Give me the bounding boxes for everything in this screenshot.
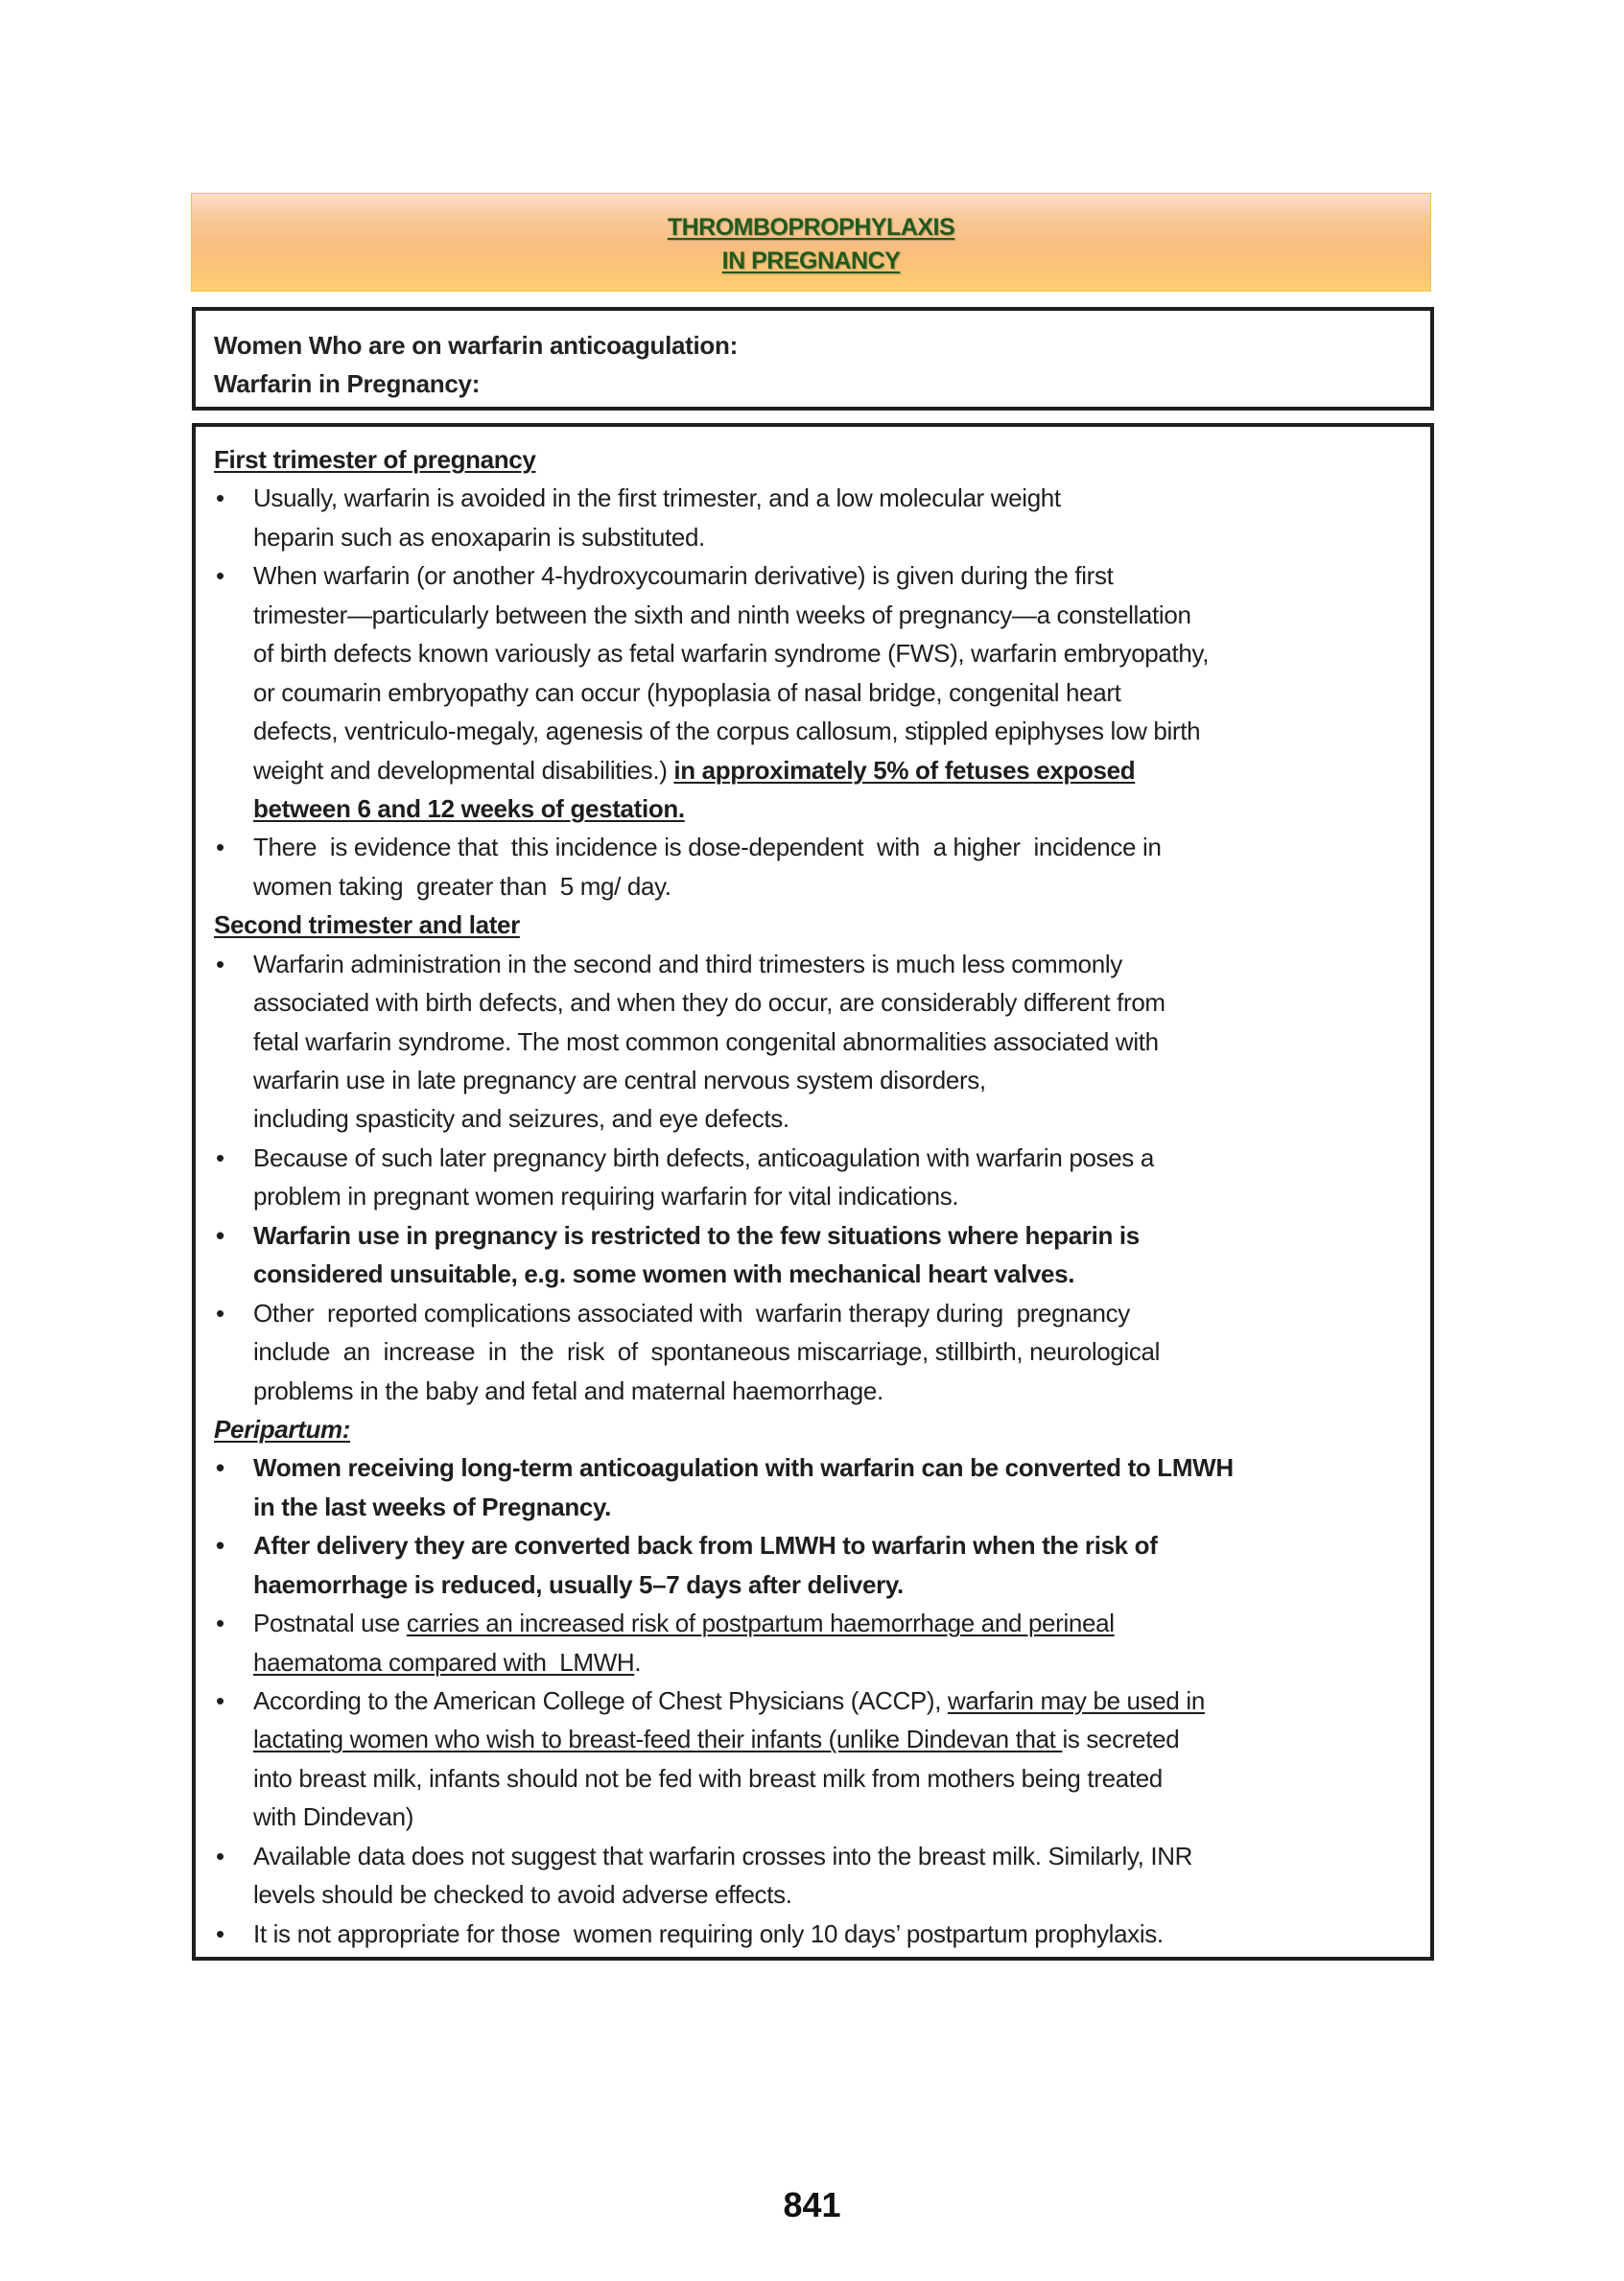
bullet-text: is secreted xyxy=(1062,1725,1180,1754)
bullet-line xyxy=(214,1837,1430,1875)
bullet-text: Other reported complications associated with warfarin therapy during pregnancy xyxy=(253,1298,1130,1328)
bullet-text: Warfarin administration in the second and third trimesters is much less commonly xyxy=(253,949,1122,978)
bullet-icon: • xyxy=(216,949,224,978)
bullet-text: associated with birth defects, and when they do occur, are considerably different from xyxy=(253,988,1165,1018)
bullet-line xyxy=(214,1448,1430,1487)
bullet-line xyxy=(214,1681,1430,1720)
page-title-line-1 xyxy=(192,211,1430,245)
bullet-icon: • xyxy=(216,1220,224,1250)
bullet-text: haemorrhage is reduced, usually 5–7 days after delivery. xyxy=(253,1569,904,1599)
bullet-line xyxy=(214,751,1430,789)
bullet-text: Usually, warfarin is avoided in the first trimester, and a low molecular weight xyxy=(253,483,1061,513)
bullet-line xyxy=(214,1294,1430,1332)
bullet-line xyxy=(214,789,1430,828)
bullet-text: There is evidence that this incidence is dose-dependent with a higher incidence in xyxy=(253,833,1162,862)
bullet-icon: • xyxy=(216,1453,224,1483)
section-heading-first-trimester: First trimester of pregnancy xyxy=(214,445,536,474)
bullet-item xyxy=(214,828,1430,905)
bullet-text: levels should be checked to avoid adverse effects. xyxy=(253,1880,792,1910)
bullet-item xyxy=(214,1837,1430,1915)
bullet-item xyxy=(214,1604,1430,1681)
bullet-line xyxy=(214,1526,1430,1564)
bullet-text: fetal warfarin syndrome. The most common congenital abnormalities associated with xyxy=(253,1026,1159,1056)
bullet-line xyxy=(214,479,1430,517)
page-title-line-2 xyxy=(192,245,1430,278)
bullet-item xyxy=(214,1681,1430,1837)
section-heading-peripartum: Peripartum: xyxy=(214,1414,351,1444)
bullet-icon: • xyxy=(216,483,224,513)
bullet-text: heparin such as enoxaparin is substituted. xyxy=(253,522,705,552)
bullet-text: Postnatal use xyxy=(253,1609,407,1638)
bullet-text: including spasticity and seizures, and eye defects. xyxy=(253,1104,789,1134)
bullet-item xyxy=(214,1526,1430,1604)
bullet-text: women taking greater than 5 mg/ day. xyxy=(253,871,671,901)
bullet-item xyxy=(214,1915,1430,1953)
bullet-icon: • xyxy=(216,1609,224,1638)
bullet-line xyxy=(214,945,1430,983)
underlined-text: warfarin may be used in xyxy=(947,1686,1205,1715)
bullet-text: warfarin use in late pregnancy are central nervous system disorders, xyxy=(253,1066,986,1094)
title-text-1: THROMBOPROPHYLAXIS xyxy=(667,214,955,241)
emphasized-text: in approximately 5% of fetuses exposed xyxy=(673,755,1136,785)
bullet-text: Available data does not suggest that warfarin crosses into the breast milk. Similarly, INR xyxy=(253,1841,1193,1870)
bullet-icon: • xyxy=(216,833,224,862)
bullet-text: defects, ventriculo-megaly, agenesis of the corpus callosum, stippled epiphyses low birth xyxy=(253,717,1201,746)
bullet-line xyxy=(214,1139,1430,1177)
bullet-text: When warfarin (or another 4-hydroxycoumarin derivative) is given during the first xyxy=(253,561,1114,591)
subheader-box xyxy=(192,307,1434,411)
bullet-line xyxy=(214,556,1430,595)
bullet-text: Because of such later pregnancy birth defects, anticoagulation with warfarin poses a xyxy=(253,1142,1154,1172)
bullet-text: trimester—particularly between the sixth and ninth weeks of pregnancy—a constellation xyxy=(253,600,1191,629)
bullet-line xyxy=(214,1915,1430,1953)
bullet-text: in the last weeks of Pregnancy. xyxy=(253,1492,612,1521)
bullet-item xyxy=(214,1216,1430,1294)
underlined-text: carries an increased risk of postpartum haemorrhage and perineal xyxy=(406,1609,1115,1638)
bullet-icon: • xyxy=(216,1918,224,1948)
bullet-text: with Dindevan) xyxy=(253,1802,414,1832)
bullet-text: weight and developmental disabilities.) xyxy=(253,755,674,785)
content-box xyxy=(192,423,1434,1961)
bullet-icon: • xyxy=(216,1531,224,1561)
bullet-icon: • xyxy=(216,1298,224,1328)
subheader-line-1: Women Who are on warfarin anticoagulation: xyxy=(214,331,738,360)
bullet-icon: • xyxy=(216,1841,224,1870)
bullet-text: After delivery they are converted back from LMWH to warfarin when the risk of xyxy=(253,1531,1158,1561)
title-banner xyxy=(191,193,1431,292)
section-heading-second-trimester: Second trimester and later xyxy=(214,910,520,940)
bullet-item xyxy=(214,479,1430,556)
emphasized-text: between 6 and 12 weeks of gestation. xyxy=(253,793,685,823)
bullet-text: include an increase in the risk of spontaneous miscarriage, stillbirth, neurological xyxy=(253,1337,1161,1367)
bullet-item xyxy=(214,556,1430,828)
bullet-line xyxy=(214,828,1430,866)
bullet-text: into breast milk, infants should not be fed with breast milk from mothers being treated xyxy=(253,1763,1163,1793)
bullet-icon: • xyxy=(216,1686,224,1715)
bullet-text: or coumarin embryopathy can occur (hypoplasia of nasal bridge, congenital heart xyxy=(253,677,1121,707)
bullet-item xyxy=(214,1448,1430,1526)
bullet-text: . xyxy=(634,1647,642,1677)
bullet-item xyxy=(214,1139,1430,1216)
bullet-text: Warfarin use in pregnancy is restricted to the few situations where heparin is xyxy=(253,1220,1140,1250)
bullet-text: problem in pregnant women requiring warfarin for vital indications. xyxy=(253,1182,959,1211)
bullet-line xyxy=(214,1604,1430,1642)
bullet-item xyxy=(214,1294,1430,1410)
bullet-text: considered unsuitable, e.g. some women with mechanical heart valves. xyxy=(253,1259,1075,1289)
underlined-text: lactating women who wish to breast-feed their infants (unlike Dindevan that xyxy=(253,1725,1063,1754)
subheader-line-2: Warfarin in Pregnancy: xyxy=(214,369,481,398)
bullet-item xyxy=(214,945,1430,1139)
bullet-icon: • xyxy=(216,1142,224,1172)
page-number: 841 xyxy=(783,2185,841,2224)
bullet-text: problems in the baby and fetal and maternal haemorrhage. xyxy=(253,1376,883,1405)
bullet-text: According to the American College of Chest Physicians (ACCP), xyxy=(253,1686,948,1715)
bullet-line xyxy=(214,1216,1430,1255)
title-text-2: IN PREGNANCY xyxy=(721,247,901,274)
bullet-text: Women receiving long-term anticoagulation with warfarin can be converted to LMWH xyxy=(253,1453,1234,1483)
bullet-text: of birth defects known variously as fetal warfarin syndrome (FWS), warfarin embryopathy, xyxy=(253,639,1210,669)
bullet-icon: • xyxy=(216,561,224,591)
bullet-text: It is not appropriate for those women requiring only 10 days’ postpartum prophylaxis. xyxy=(253,1918,1164,1948)
bullet-line xyxy=(214,1643,1430,1681)
underlined-text: haematoma compared with LMWH xyxy=(253,1647,635,1677)
bullet-line xyxy=(214,1720,1430,1758)
